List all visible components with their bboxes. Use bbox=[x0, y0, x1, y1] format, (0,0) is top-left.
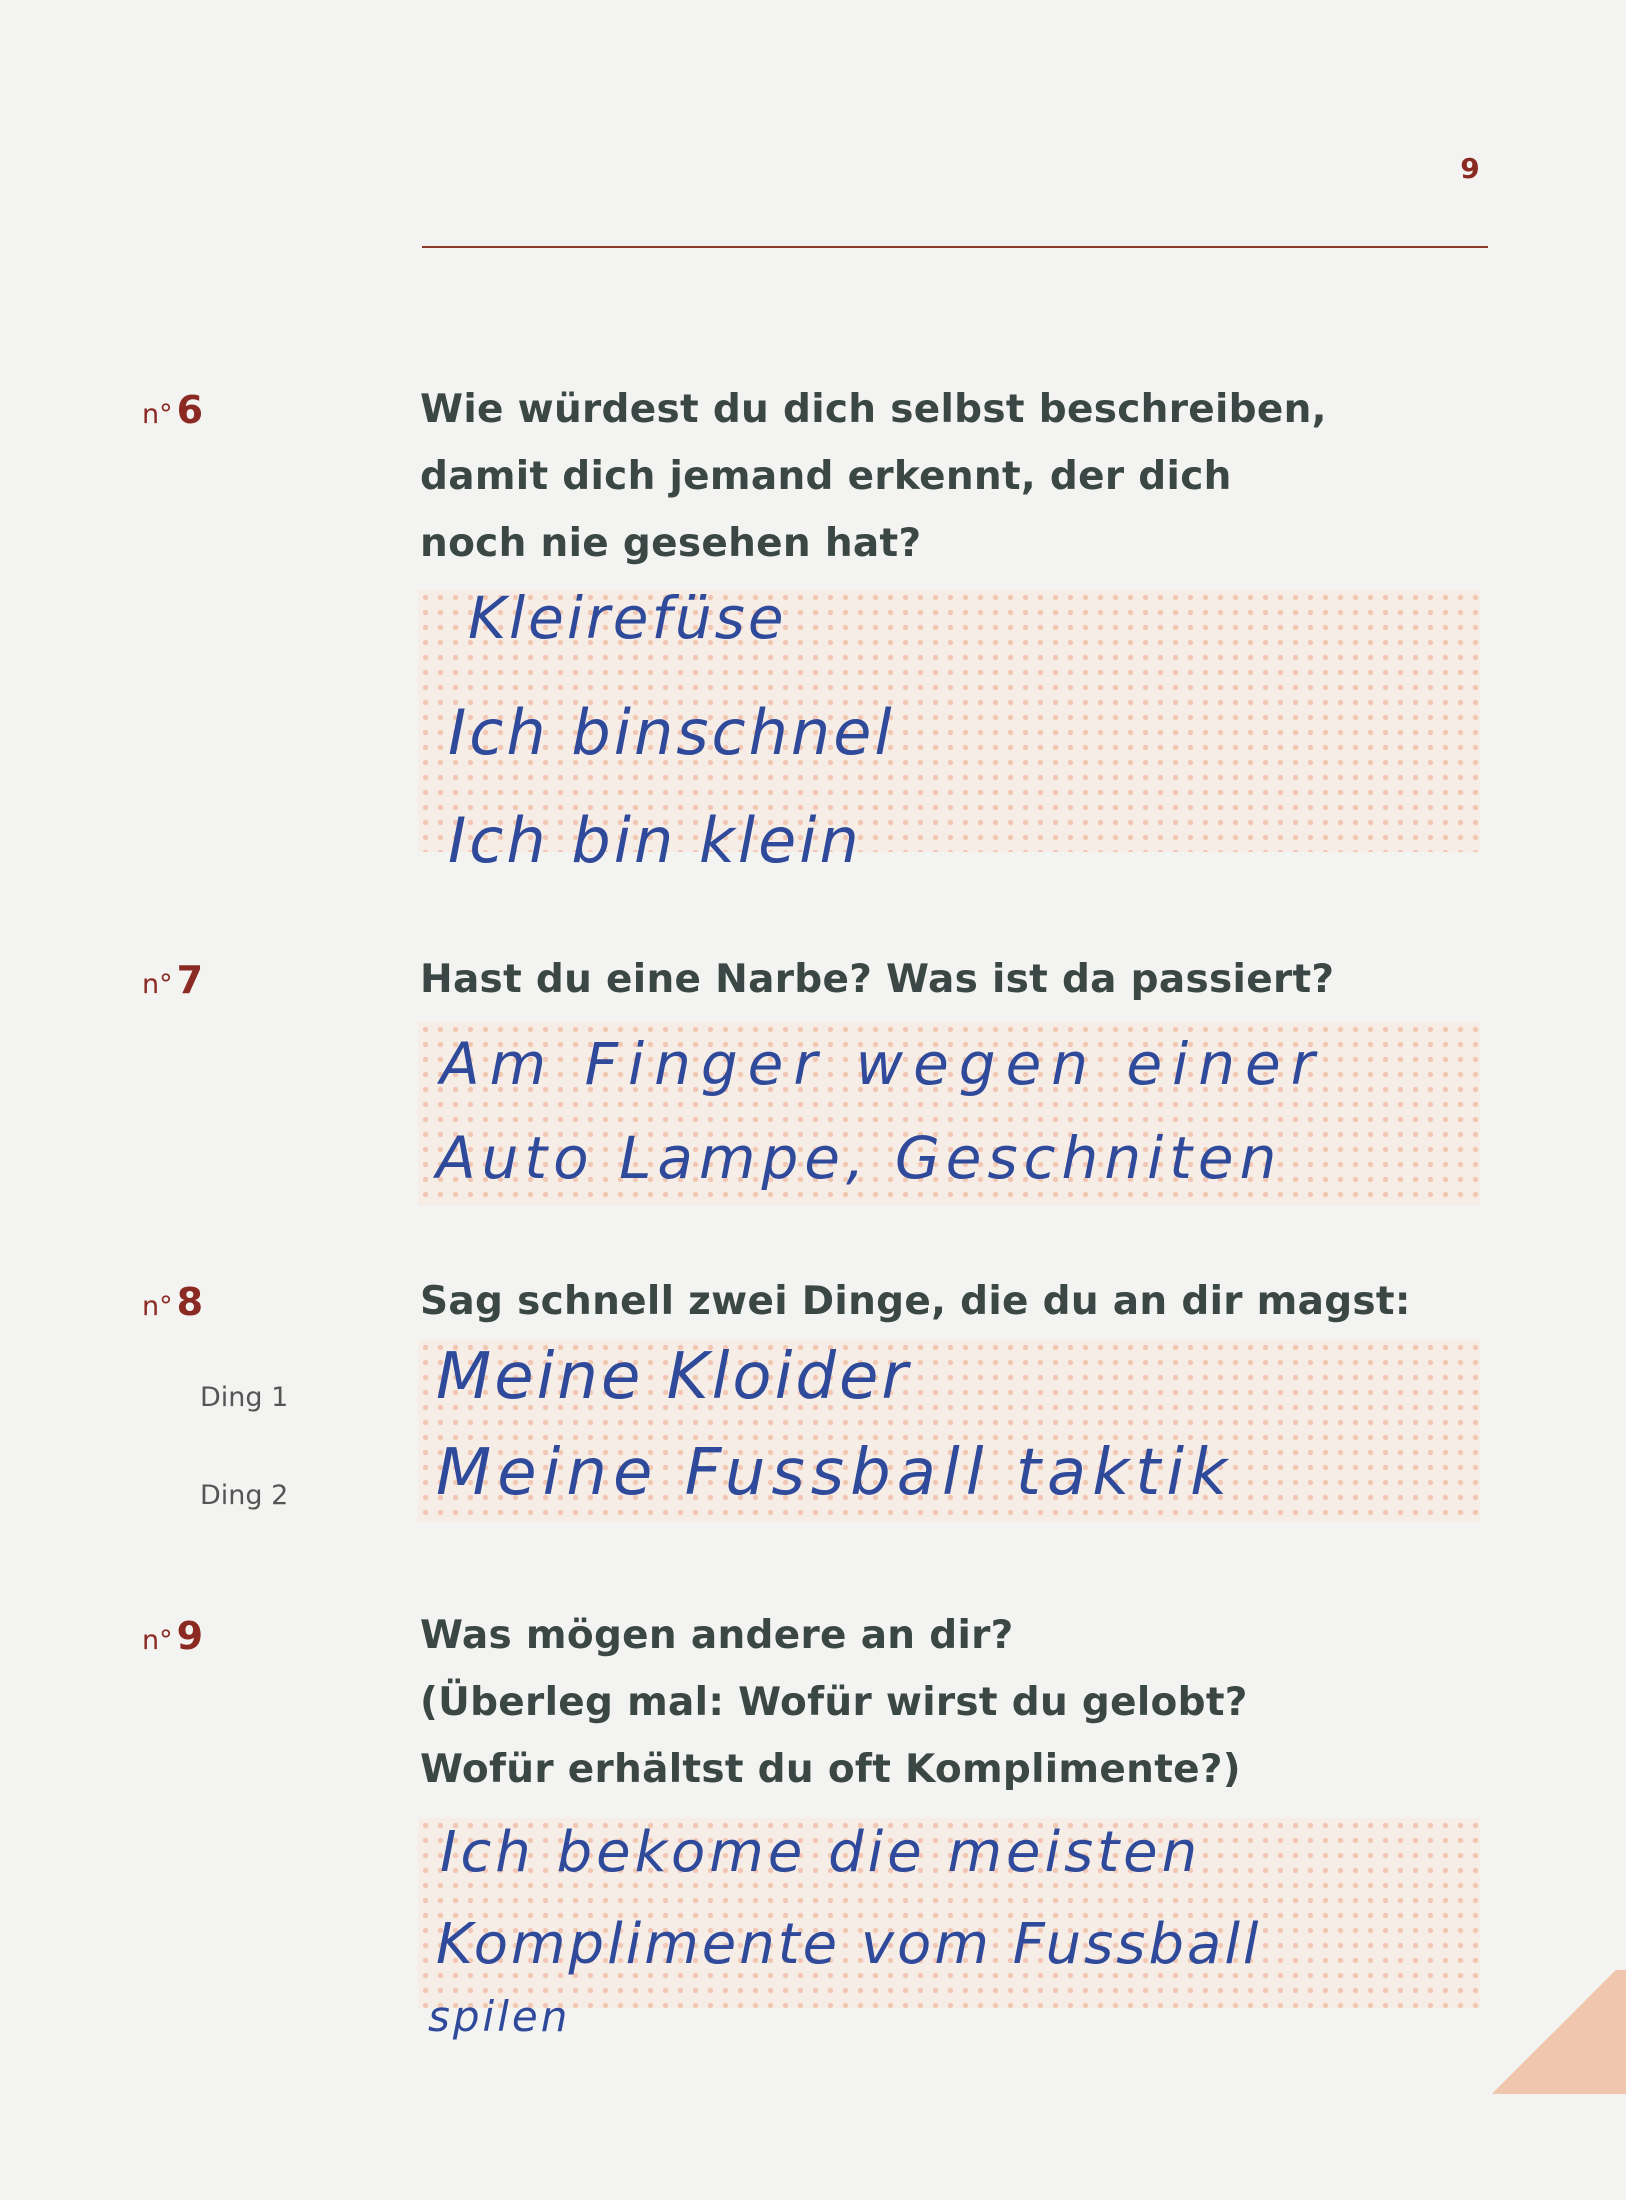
question-line: damit dich jemand erkennt, der dich bbox=[420, 454, 1232, 499]
handwritten-answer-line: Am Finger wegen einer bbox=[440, 1030, 1325, 1098]
handwritten-answer-line: spilen bbox=[428, 1992, 571, 2041]
question-line: Was mögen andere an dir? bbox=[420, 1613, 1014, 1658]
question-line: Hast du eine Narbe? Was ist da passiert? bbox=[420, 957, 1335, 1002]
question-number-9 bbox=[142, 1614, 203, 1658]
handwritten-answer-line: Meine Kloider bbox=[436, 1340, 911, 1414]
question-number-7 bbox=[142, 958, 203, 1002]
question-line: (Überleg mal: Wofür wirst du gelobt? bbox=[420, 1680, 1248, 1725]
handwritten-answer-line: Meine Fussball taktik bbox=[436, 1436, 1234, 1510]
question-line: noch nie gesehen hat? bbox=[420, 521, 922, 566]
question-8-text bbox=[420, 1268, 1500, 1335]
question-9-text bbox=[420, 1602, 1500, 1803]
answer-label-ding-1: Ding 1 bbox=[200, 1382, 289, 1413]
question-line: Wofür erhältst du oft Komplimente?) bbox=[420, 1747, 1241, 1792]
header-divider bbox=[422, 246, 1488, 248]
number-value: 9 bbox=[176, 1614, 204, 1658]
question-number-8 bbox=[142, 1280, 203, 1324]
number-prefix: n° bbox=[142, 969, 173, 1000]
page-number: 9 bbox=[1460, 152, 1480, 185]
handwritten-answer-line: Kleirefüse bbox=[468, 584, 787, 652]
handwritten-answer-line: Auto Lampe, Geschniten bbox=[436, 1124, 1283, 1192]
number-prefix: n° bbox=[142, 1291, 173, 1322]
number-value: 8 bbox=[176, 1280, 204, 1324]
number-value: 7 bbox=[176, 958, 204, 1002]
handwritten-answer-line: Ich bin klein bbox=[448, 804, 862, 877]
handwritten-answer-line: Komplimente vom Fussball bbox=[436, 1912, 1262, 1977]
handwritten-answer-line: Ich binschnel bbox=[448, 696, 895, 769]
number-prefix: n° bbox=[142, 399, 173, 430]
number-prefix: n° bbox=[142, 1625, 173, 1656]
question-number-6 bbox=[142, 388, 203, 432]
question-7-text bbox=[420, 946, 1500, 1013]
question-line: Sag schnell zwei Dinge, die du an dir magst: bbox=[420, 1279, 1411, 1324]
answer-label-ding-2: Ding 2 bbox=[200, 1480, 289, 1511]
handwritten-answer-line: Ich bekome die meisten bbox=[440, 1820, 1202, 1885]
page-corner-decoration bbox=[1482, 1970, 1626, 2094]
question-6-text bbox=[420, 376, 1500, 577]
number-value: 6 bbox=[176, 388, 204, 432]
question-line: Wie würdest du dich selbst beschreiben, bbox=[420, 387, 1327, 432]
